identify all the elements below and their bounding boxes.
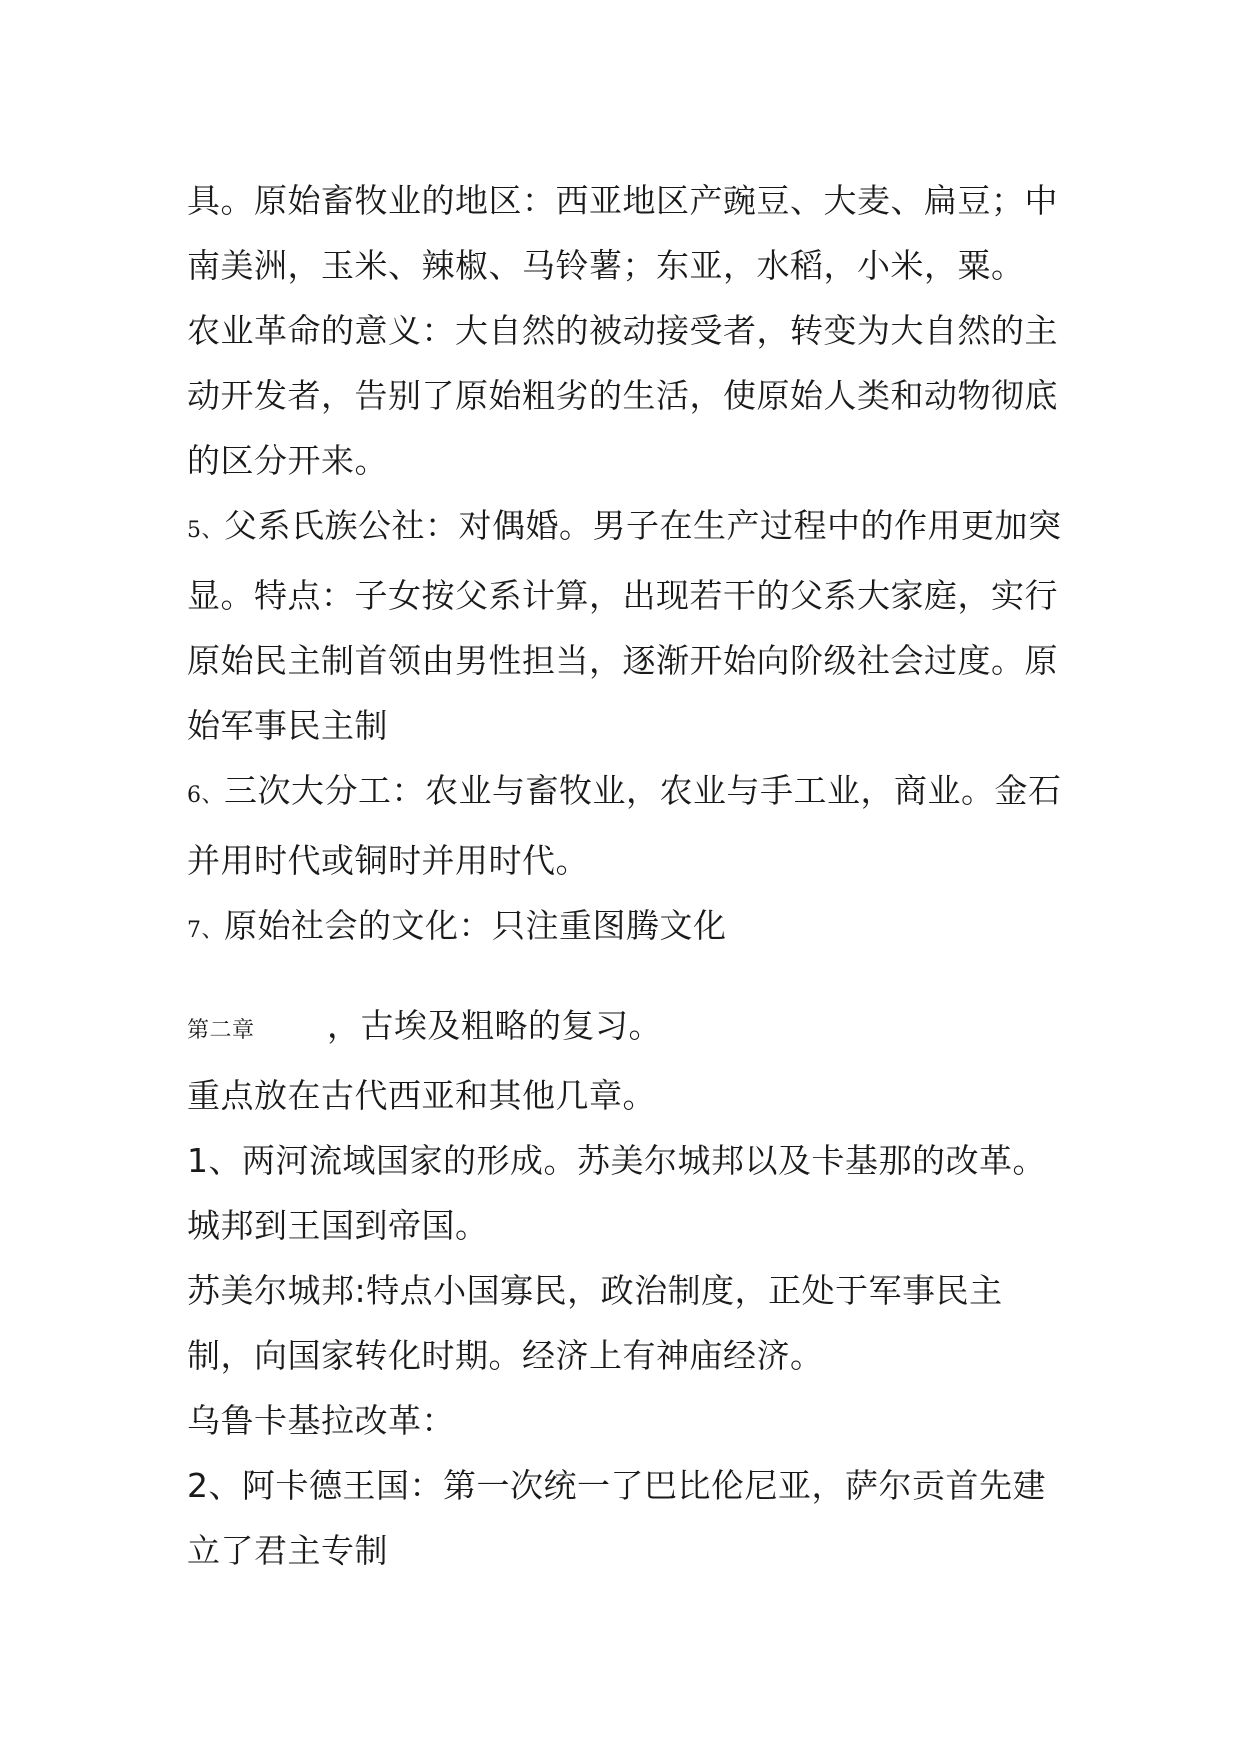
paragraph-akkad: 2、阿卡德王国：第一次统一了巴比伦尼亚，萨尔贡首先建立了君主专制 xyxy=(187,1466,1046,1570)
paragraph-agriculture-regions: 具。原始畜牧业的地区：西亚地区产豌豆、大麦、扁豆；中南美洲，玉米、辣椒、马铃薯；东亚，水稻，小米，粟。 xyxy=(187,181,1058,285)
paragraph-urukagina-reform: 乌鲁卡基拉改革： xyxy=(187,1401,455,1440)
paragraph-mesopotamia: 1、两河流域国家的形成。苏美尔城邦以及卡基那的改革。城邦到王国到帝国。 xyxy=(187,1141,1046,1245)
spacer xyxy=(187,963,1067,993)
chapter-heading xyxy=(187,993,1067,1063)
item-number: 5、 xyxy=(187,518,224,543)
item-number: 6、 xyxy=(187,783,224,808)
chapter-text: ，古埃及粗略的复习。 xyxy=(327,1006,662,1045)
paragraph-sumerian-city-states: 苏美尔城邦:特点小国寡民，政治制度，正处于军事民主制，向国家转化时期。经济上有神庙经济。 xyxy=(187,1271,1003,1375)
paragraph-focus: 重点放在古代西亚和其他几章。 xyxy=(187,1076,656,1115)
item-number: 7、 xyxy=(187,918,224,943)
paragraph-text: 父系氏族公社：对偶婚。男子在生产过程中的作用更加突显。特点：子女按父系计算，出现若干的父系大家庭，实行原始民主制首领由男性担当，逐渐开始向阶级社会过度。原始军事民主制 xyxy=(187,506,1062,745)
paragraph-text: 原始社会的文化：只注重图腾文化 xyxy=(224,906,727,945)
chapter-label: 第二章 xyxy=(187,1018,255,1043)
paragraph-primitive-culture xyxy=(187,893,1067,963)
document-body xyxy=(187,168,1067,1583)
paragraph-patrilineal-clan xyxy=(187,493,1067,758)
paragraph-division-of-labor xyxy=(187,758,1067,893)
paragraph-text: 三次大分工：农业与畜牧业，农业与手工业，商业。金石并用时代或铜时并用时代。 xyxy=(187,771,1062,880)
paragraph-agricultural-revolution: 农业革命的意义：大自然的被动接受者，转变为大自然的主动开发者，告别了原始粗劣的生活，使原始人类和动物彻底的区分开来。 xyxy=(187,311,1058,480)
